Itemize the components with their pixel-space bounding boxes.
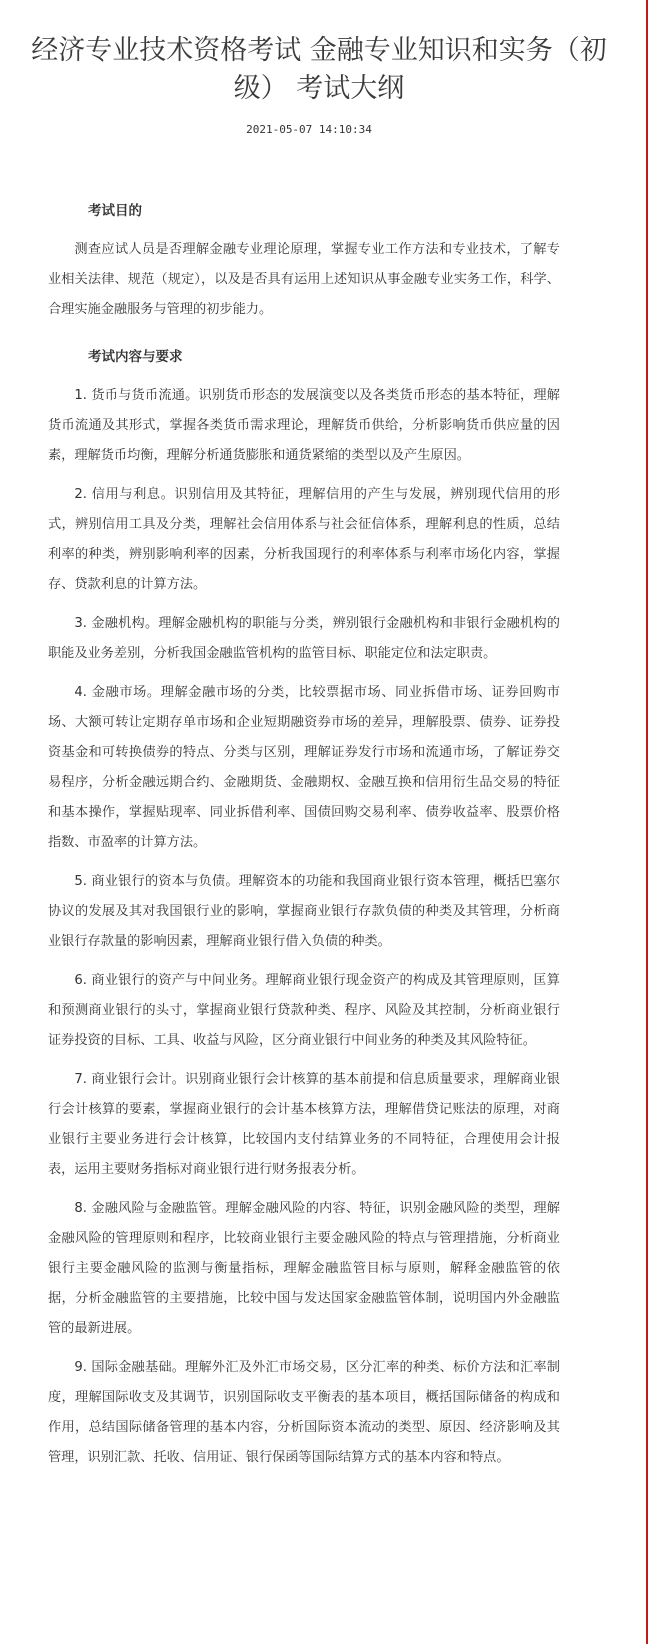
paragraph: 2. 信用与利息。识别信用及其特征，理解信用的产生与发展，辨别现代信用的形式，辨别信用工具及分类，理解社会信用体系与社会征信体系，理解利息的性质，总结利率的种类，辨别影响利率的因素，分析我国现行的利率体系与利率市场化内容，掌握存、贷款利息的计算方法。 xyxy=(48,487,560,592)
paragraph: 8. 金融风险与金融监管。理解金融风险的内容、特征，识别金融风险的类型，理解金融风险的管理原则和程序，比较商业银行主要金融风险的特点与管理措施，分析商业银行主要金融风险的监测与衡量指标，理解金融监管目标与原则，解释金融监管的依据，分析金融监管的主要措施，比较中国与发达国家金融监管体制，说明国内外金融监管的最新进展。 xyxy=(48,1201,560,1336)
section-heading: 考试内容与要求 xyxy=(88,349,183,365)
article-body xyxy=(48,196,560,1473)
paragraph: 1. 货币与货币流通。识别货币形态的发展演变以及各类货币形态的基本特征，理解货币流通及其形式，掌握各类货币需求理论，理解货币供给，分析影响货币供应量的因素，理解货币均衡，理解分析通货膨胀和通货紧缩的类型以及产生原因。 xyxy=(48,388,560,463)
paragraph: 6. 商业银行的资产与中间业务。理解商业银行现金资产的构成及其管理原则，匡算和预测商业银行的头寸，掌握商业银行贷款种类、程序、风险及其控制，分析商业银行证券投资的目标、工具、收益与风险，区分商业银行中间业务的种类及其风险特征。 xyxy=(48,973,560,1048)
section-heading: 考试目的 xyxy=(88,203,142,219)
publish-date: 2021-05-07 14:10:34 xyxy=(246,123,372,136)
paragraph: 3. 金融机构。理解金融机构的职能与分类，辨别银行金融机构和非银行金融机构的职能及业务差别，分析我国金融监管机构的监管目标、职能定位和法定职责。 xyxy=(48,616,560,661)
paragraph: 测查应试人员是否理解金融专业理论原理，掌握专业工作方法和专业技术，了解专业相关法律、规范（规定），以及是否具有运用上述知识从事金融专业实务工作，科学、合理实施金融服务与管理的初步能力。 xyxy=(48,242,560,317)
paragraph: 4. 金融市场。理解金融市场的分类，比较票据市场、同业拆借市场、证券回购市场、大额可转让定期存单市场和企业短期融资券市场的差异，理解股票、债券、证券投资基金和可转换债券的特点、分类与区别，理解证券发行市场和流通市场，了解证券交易程序，分析金融远期合约、金融期货、金融期权、金融互换和信用衍生品交易的特征和基本操作，掌握贴现率、同业拆借利率、国债回购交易利率、债券收益率、股票价格指数、市盈率的计算方法。 xyxy=(48,685,560,850)
paragraph: 9. 国际金融基础。理解外汇及外汇市场交易，区分汇率的种类、标价方法和汇率制度，理解国际收支及其调节，识别国际收支平衡表的基本项目，概括国际储备的构成和作用，总结国际储备管理的基本内容，分析国际资本流动的类型、原因、经济影响及其管理，识别汇款、托收、信用证、银行保函等国际结算方式的基本内容和特点。 xyxy=(48,1360,560,1465)
paragraph: 7. 商业银行会计。识别商业银行会计核算的基本前提和信息质量要求，理解商业银行会计核算的要素，掌握商业银行的会计基本核算方法，理解借贷记账法的原理，对商业银行主要业务进行会计核算，比较国内支付结算业务的不同特征，合理使用会计报表，运用主要财务指标对商业银行进行财务报表分析。 xyxy=(48,1072,560,1177)
article-title: 经济专业技术资格考试 金融专业知识和实务（初级） 考试大纲 xyxy=(31,35,607,104)
paragraph: 5. 商业银行的资本与负债。理解资本的功能和我国商业银行资本管理，概括巴塞尔协议的发展及其对我国银行业的影响，掌握商业银行存款负债的种类及其管理，分析商业银行存款量的影响因素，理解商业银行借入负债的种类。 xyxy=(48,874,560,949)
